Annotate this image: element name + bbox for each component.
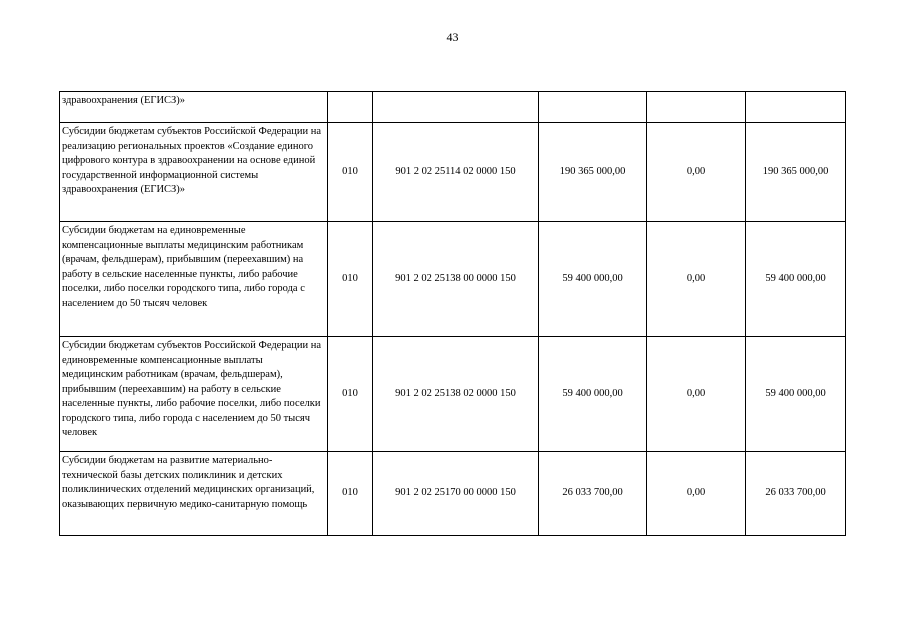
total-amount-cell: 59 400 000,00: [746, 337, 846, 452]
change-amount-cell: 0,00: [647, 452, 746, 536]
plan-amount-cell: 59 400 000,00: [539, 337, 647, 452]
change-amount-cell: [647, 92, 746, 123]
line-code-cell: 010: [328, 123, 373, 222]
budget-table: [59, 91, 846, 536]
item-name-cell: Субсидии бюджетам на единовременные компенсационные выплаты медицинским работникам (врачам, фельдшерам), прибывшим (переехавшим) на работу в сельские населенные пункты, либо рабочие поселки, либо поселки городского типа, либо города с населением до 50 тысяч человек: [60, 222, 328, 337]
plan-amount-cell: 190 365 000,00: [539, 123, 647, 222]
item-name-cell: Субсидии бюджетам субъектов Российской Федерации на единовременные компенсационные выплаты медицинским работникам (врачам, фельдшерам), прибывшим (переехавшим) на работу в сельские населенные пункты, либо рабочие поселки, либо поселки городского типа, либо города с населением до 50 тысяч человек: [60, 337, 328, 452]
total-amount-cell: 26 033 700,00: [746, 452, 846, 536]
line-code-cell: 010: [328, 337, 373, 452]
line-code-cell: 010: [328, 222, 373, 337]
change-amount-cell: 0,00: [647, 222, 746, 337]
table-row: [60, 222, 846, 337]
table-row: [60, 337, 846, 452]
table-row: [60, 452, 846, 536]
budget-code-cell: [373, 92, 539, 123]
change-amount-cell: 0,00: [647, 123, 746, 222]
total-amount-cell: 59 400 000,00: [746, 222, 846, 337]
budget-code-cell: 901 2 02 25138 00 0000 150: [373, 222, 539, 337]
page-number: 43: [446, 30, 459, 44]
total-amount-cell: 190 365 000,00: [746, 123, 846, 222]
line-code-cell: 010: [328, 452, 373, 536]
item-name-cell: Субсидии бюджетам на развитие материально-технической базы детских поликлиник и детских поликлинических отделений медицинских организаций, оказывающих первичную медико-санитарную помощь: [60, 452, 328, 536]
plan-amount-cell: [539, 92, 647, 123]
table-row: [60, 92, 846, 123]
budget-code-cell: 901 2 02 25114 02 0000 150: [373, 123, 539, 222]
total-amount-cell: [746, 92, 846, 123]
item-name-cell: здравоохранения (ЕГИСЗ)»: [60, 92, 328, 123]
line-code-cell: [328, 92, 373, 123]
plan-amount-cell: 26 033 700,00: [539, 452, 647, 536]
plan-amount-cell: 59 400 000,00: [539, 222, 647, 337]
item-name-cell: Субсидии бюджетам субъектов Российской Федерации на реализацию региональных проектов «Создание единого цифрового контура в здравоохранении на основе единой государственной информационной системы здравоохранения (ЕГИСЗ)»: [60, 123, 328, 222]
budget-code-cell: 901 2 02 25170 00 0000 150: [373, 452, 539, 536]
budget-code-cell: 901 2 02 25138 02 0000 150: [373, 337, 539, 452]
table-row: [60, 123, 846, 222]
change-amount-cell: 0,00: [647, 337, 746, 452]
